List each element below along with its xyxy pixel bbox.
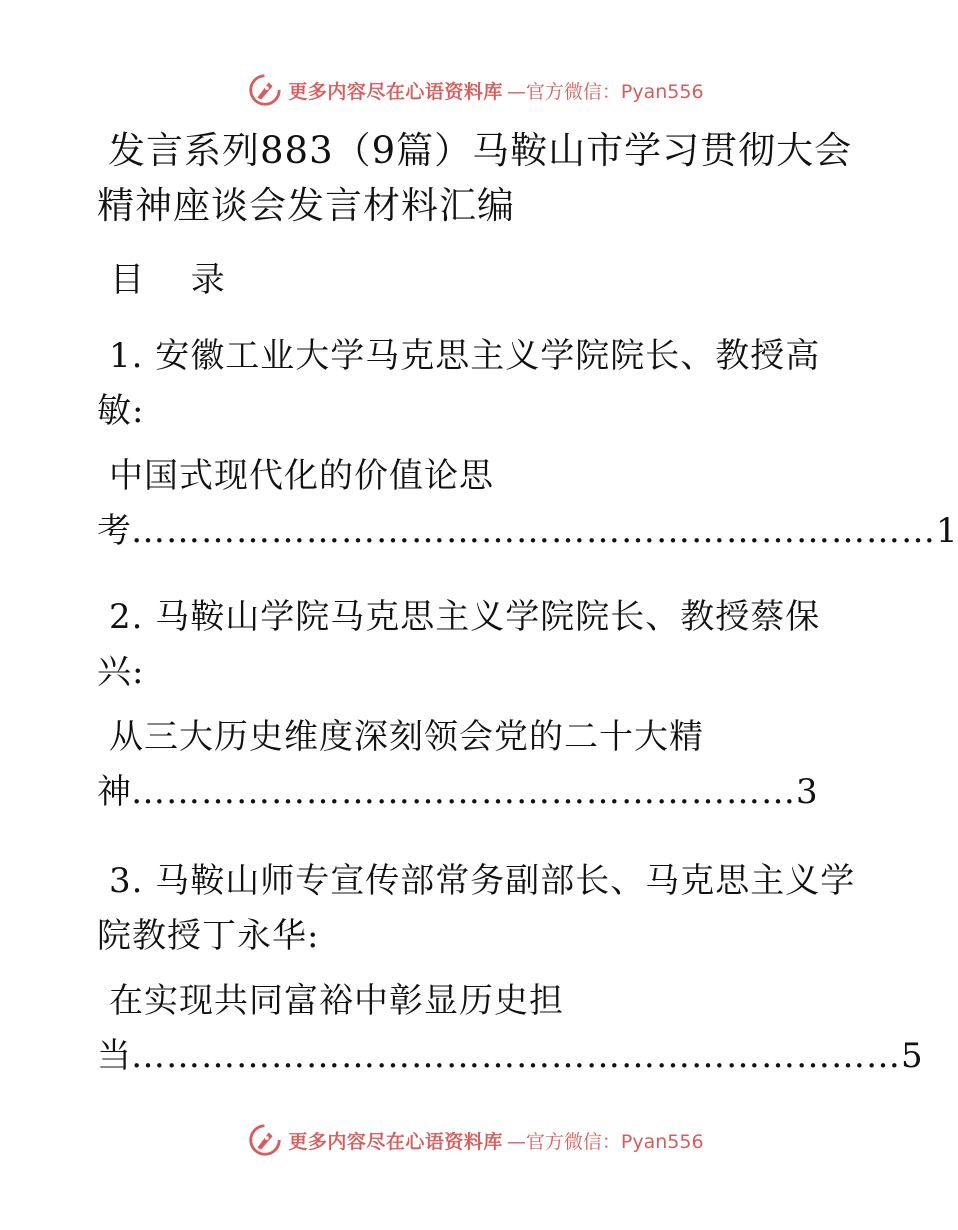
- toc-entry-dots: …………………………………………………………: [131, 1036, 901, 1076]
- toc-entry-dots: ……………………………………………………………: [131, 511, 936, 551]
- toc-entry-last-char: 神: [97, 772, 131, 812]
- toc-entry-leader: [97, 504, 958, 559]
- pen-nib-logo-icon: [246, 1121, 284, 1159]
- toc-entry[interactable]: [97, 854, 923, 1084]
- banner-wechat-text: —官方微信：Pyan556: [506, 80, 704, 103]
- toc-entry-last-char: 当: [97, 1036, 131, 1076]
- banner-wechat-text: —官方微信：Pyan556: [506, 1130, 704, 1153]
- toc-heading: 目 录: [110, 260, 243, 300]
- toc-entry-author: 2. 马鞍山学院马克思主义学院院长、教授蔡保兴:: [97, 597, 821, 692]
- header-banner: [0, 70, 950, 110]
- toc-entry-author: 3. 马鞍山师专宣传部常务副部长、马克思主义学院教授丁永华:: [97, 861, 856, 956]
- toc-entry-dots: …………………………………………………: [131, 772, 796, 812]
- toc-entry-page-number: 5: [901, 1036, 923, 1076]
- toc-entry-subtitle: 在实现共同富裕中彰显历史担: [109, 981, 564, 1021]
- toc-entry-leader: [97, 765, 867, 820]
- toc-entry-leader: [97, 1029, 923, 1084]
- banner-site-text: 更多内容尽在心语资料库: [288, 80, 503, 103]
- toc-entry-page-number: 1: [936, 511, 958, 551]
- pen-nib-logo-icon: [246, 71, 284, 109]
- document-title: 发言系列883（9篇）马鞍山市学习贯彻大会精神座谈会发言材料汇编: [97, 129, 853, 227]
- toc-entry-page-number: 3: [796, 772, 818, 812]
- toc-entry-last-char: 考: [97, 511, 131, 551]
- toc-entry[interactable]: [97, 329, 958, 559]
- banner-site-text: 更多内容尽在心语资料库: [288, 1130, 503, 1153]
- toc-entry[interactable]: [97, 590, 867, 820]
- footer-banner: [0, 1120, 950, 1160]
- toc-entry-subtitle: 从三大历史维度深刻领会党的二十大精: [109, 717, 704, 757]
- toc-entry-subtitle: 中国式现代化的价值论思: [109, 456, 494, 496]
- toc-entry-author: 1. 安徽工业大学马克思主义学院院长、教授高敏:: [97, 336, 821, 431]
